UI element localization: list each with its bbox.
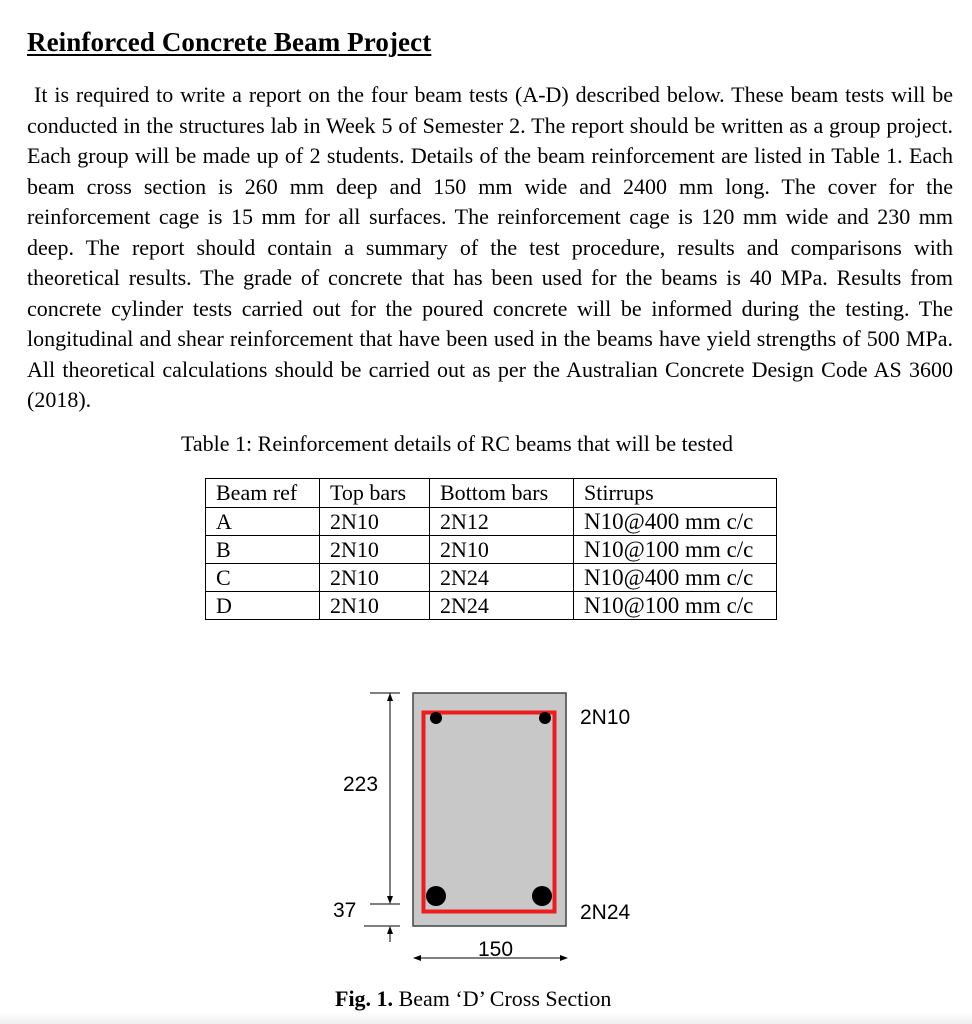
top-bars-label: 2N10 [580,706,631,729]
cell-beam-ref: C [206,564,320,592]
height-dimension [364,693,400,942]
document-title: Reinforced Concrete Beam Project [27,27,432,57]
cell-stirrups: N10@100 mm c/c [574,536,777,564]
header-bottom-bars: Bottom bars [430,479,574,508]
header-top-bars: Top bars [320,479,430,508]
cell-stirrups: N10@400 mm c/c [574,564,777,592]
cell-stirrups: N10@100 mm c/c [574,592,777,620]
dim-width-label: 150 [478,938,514,961]
dim-arrow-mid [387,896,393,904]
cell-beam-ref: A [206,508,320,536]
cell-top-bars: 2N10 [320,592,430,620]
dim-arrow-top [387,693,393,701]
bottom-bars-label: 2N24 [580,901,631,924]
figure-caption-prefix: Fig. 1. [335,986,394,1011]
header-stirrups: Stirrups [574,479,777,508]
top-bar-left [430,712,442,724]
cell-beam-ref: B [206,536,320,564]
cell-top-bars: 2N10 [320,564,430,592]
cell-bottom-bars: 2N12 [430,508,574,536]
dim-cover-label: 37 [333,899,357,922]
dim-arrow-bottom [387,926,393,934]
cell-top-bars: 2N10 [320,536,430,564]
cell-bottom-bars: 2N24 [430,592,574,620]
page-bottom-shadow [0,1012,972,1024]
dim-height-label: 223 [343,773,379,796]
bottom-bar-left [426,886,446,906]
header-beam-ref: Beam ref [206,479,320,508]
table-caption: Table 1: Reinforcement details of RC beams that will be tested [181,431,733,456]
dim-arrow-left [413,955,421,961]
cell-beam-ref: D [206,592,320,620]
cell-bottom-bars: 2N10 [430,536,574,564]
cell-stirrups: N10@400 mm c/c [574,508,777,536]
dim-arrow-right [560,955,568,961]
cell-top-bars: 2N10 [320,508,430,536]
bottom-bar-right [532,886,552,906]
figure-caption [335,986,611,1012]
description-paragraph: It is required to write a report on the four beam tests (A-D) described below. These beam tests will be conducted in the structures lab in Week 5 of Semester 2. The report should be written as a group project. Each group will be made up of 2 students. Details of the beam reinforcement are listed in Table 1. Each beam cross section is 260 mm deep and 150 mm wide and 2400 mm long. The cover for the reinforcement cage is 15 mm for all surfaces. The reinforcement cage is 120 mm wide and 230 mm deep. The report should contain a summary of the test procedure, results and comparisons with theoretical results. The grade of concrete that has been used for the beams is 40 MPa. Results from concrete cylinder tests carried out for the poured concrete will be informed during the testing. The longitudinal and shear reinforcement that have been used in the beams have yield strengths of 500 MPa. All theoretical calculations should be carried out as per the Australian Concrete Design Code AS 3600 (2018). [27,82,953,412]
figure-caption-text: Beam ‘D’ Cross Section [393,986,612,1011]
cell-bottom-bars: 2N24 [430,564,574,592]
top-bar-right [539,712,551,724]
